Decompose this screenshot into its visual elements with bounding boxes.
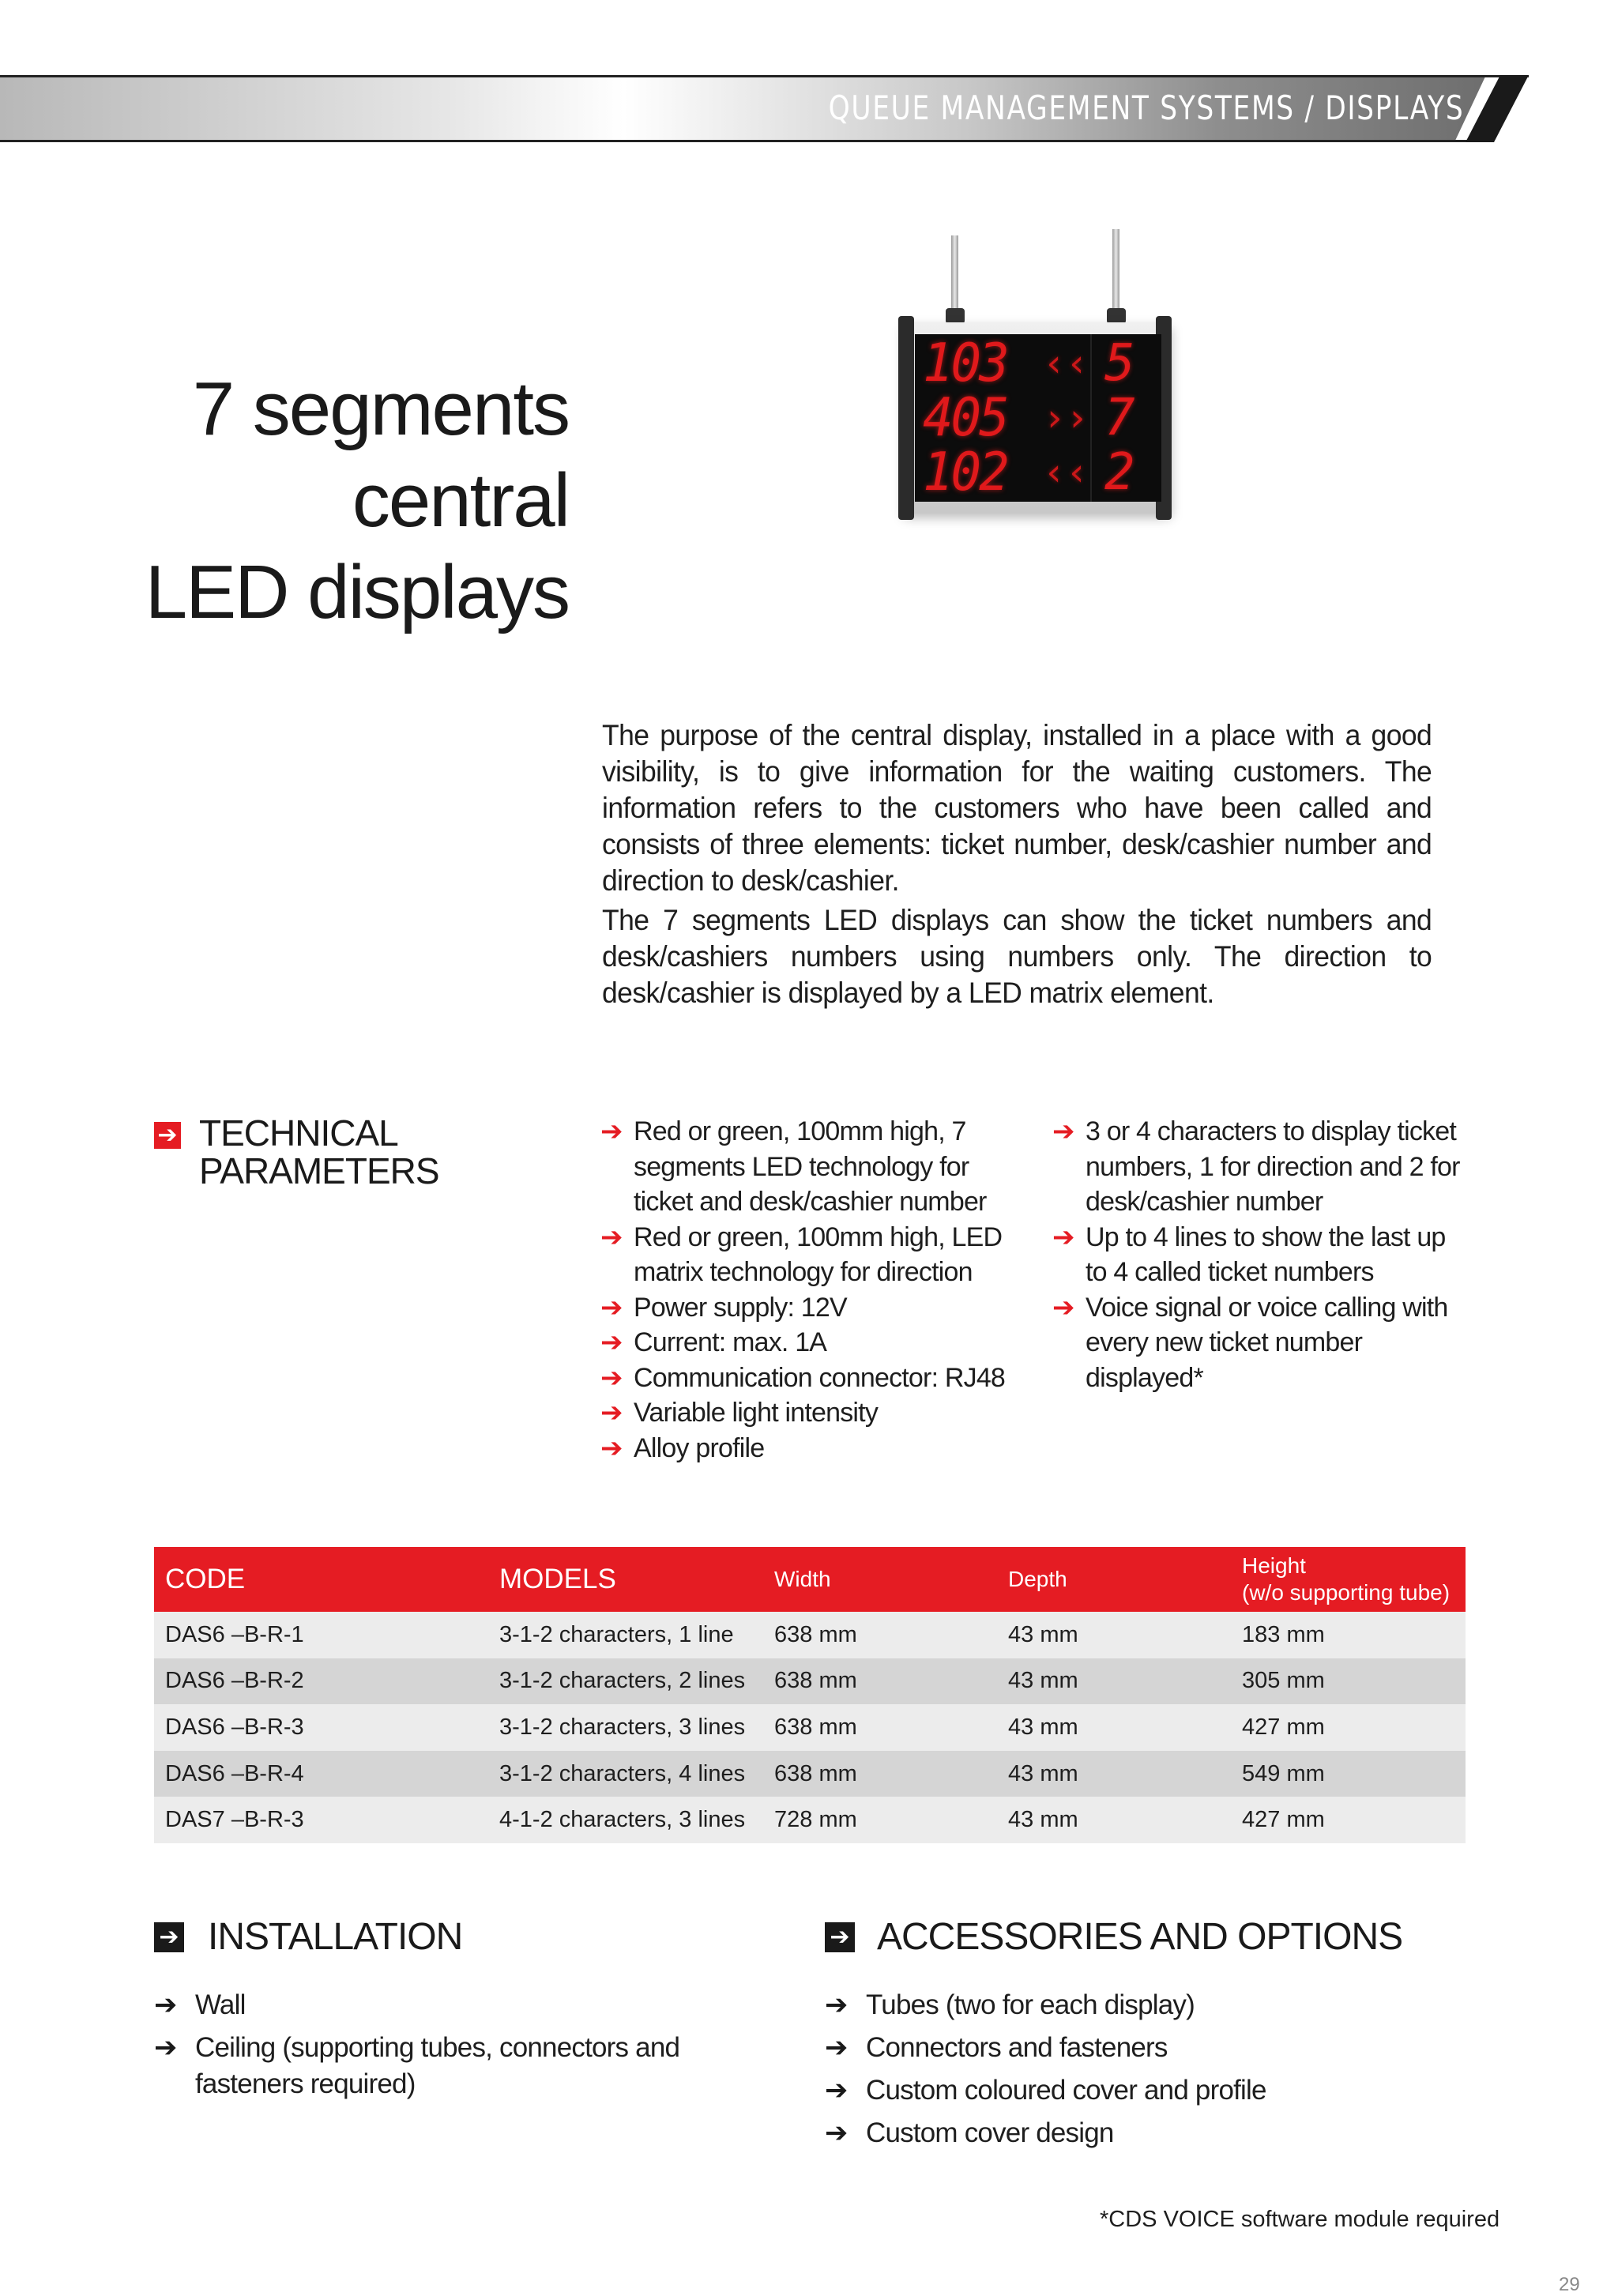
list-item-text: Custom cover design: [866, 2117, 1114, 2148]
table-row: [154, 1658, 1466, 1705]
list-item: [600, 1114, 1011, 1220]
arrow-right-icon: ➔: [600, 1398, 623, 1428]
technical-parameters-heading: [199, 1114, 439, 1190]
table-header-row: [154, 1547, 1466, 1612]
list-item-text: Tubes (two for each display): [866, 1989, 1195, 2020]
list-item: [1052, 1114, 1471, 1220]
led-direction-arrow: ‹‹: [1043, 450, 1089, 495]
intro-paragraph-2: The 7 segments LED displays can show the ticket numbers and desk/cashiers numbers using numbers only. The direction to desk/cashier is displayed by a LED matrix element.: [602, 904, 1432, 1009]
led-ticket-number: 405: [923, 387, 1007, 449]
column-header-depth: Depth: [997, 1547, 1231, 1612]
cell-depth: 43 mm: [997, 1797, 1231, 1843]
cell-depth: 43 mm: [997, 1612, 1231, 1658]
arrow-right-icon: ➔: [154, 1122, 181, 1149]
arrow-right-icon: ➔: [825, 2075, 848, 2106]
column-header-code: CODE: [154, 1547, 488, 1612]
arrow-right-icon: ➔: [825, 2117, 848, 2148]
arrow-right-icon: ➔: [600, 1327, 623, 1357]
list-item: [600, 1395, 1011, 1431]
cell-height: 183 mm: [1231, 1612, 1466, 1658]
cell-height: 427 mm: [1231, 1704, 1466, 1751]
led-row: [915, 442, 1161, 503]
cell-depth: 43 mm: [997, 1704, 1231, 1751]
height-header-note: (w/o supporting tube): [1242, 1580, 1451, 1605]
product-title: [145, 363, 569, 638]
list-item-text: Up to 4 lines to show the last up to 4 called ticket numbers: [1086, 1221, 1446, 1287]
list-item: [154, 2030, 770, 2102]
list-item: [600, 1325, 1011, 1361]
header-rule-bottom: [0, 140, 1481, 142]
header-title: QUEUE MANAGEMENT SYSTEMS / DISPLAYS: [828, 88, 1464, 127]
footnote: *CDS VOICE software module required: [1100, 2207, 1500, 2232]
led-ticket-number: 102: [923, 442, 1007, 503]
led-desk-number: 7: [1104, 389, 1135, 447]
list-item: [600, 1220, 1011, 1290]
cell-code: DAS6 –B-R-1: [154, 1612, 488, 1658]
arrow-right-icon: ➔: [154, 2032, 177, 2063]
technical-list-left: [600, 1114, 1011, 1466]
led-display-screen: [915, 334, 1161, 502]
cell-code: DAS7 –B-R-3: [154, 1797, 488, 1843]
cell-model: 3-1-2 characters, 3 lines: [488, 1704, 763, 1751]
list-item-text: 3 or 4 characters to display ticket numbers, 1 for direction and 2 for desk/cashier number: [1086, 1116, 1460, 1217]
cell-code: DAS6 –B-R-4: [154, 1751, 488, 1797]
accessories-list: [825, 1987, 1457, 2158]
boxed-arrow-icon: ➔: [154, 1922, 184, 1952]
list-item-text: Variable light intensity: [634, 1398, 879, 1428]
connector-left: [946, 308, 965, 324]
list-item: [1052, 1220, 1471, 1290]
list-item-text: Ceiling (supporting tubes, connectors and fasteners required): [195, 2032, 680, 2099]
arrow-right-icon: ➔: [600, 1362, 623, 1393]
list-item-text: Custom coloured cover and profile: [866, 2075, 1266, 2106]
cell-height: 549 mm: [1231, 1751, 1466, 1797]
product-title-line-3: LED displays: [145, 550, 569, 634]
cell-height: 305 mm: [1231, 1658, 1466, 1705]
list-item: [600, 1290, 1011, 1326]
table-row: [154, 1704, 1466, 1751]
column-header-width: Width: [763, 1547, 997, 1612]
cell-depth: 43 mm: [997, 1658, 1231, 1705]
list-item-text: Alloy profile: [634, 1432, 765, 1463]
arrow-right-icon: ➔: [154, 1989, 177, 2020]
list-item-text: Red or green, 100mm high, 7 segments LED technology for ticket and desk/cashier number: [634, 1116, 987, 1217]
led-desk-number: 2: [1104, 443, 1135, 502]
cell-width: 638 mm: [763, 1612, 997, 1658]
list-item-text: Current: max. 1A: [634, 1327, 827, 1357]
list-item-text: Power supply: 12V: [634, 1292, 847, 1323]
led-desk-number: 5: [1104, 334, 1135, 393]
list-item: [154, 1987, 770, 2023]
list-item-text: Wall: [195, 1989, 246, 2020]
column-header-height: [1231, 1547, 1466, 1612]
heading-line-2: PARAMETERS: [199, 1150, 439, 1191]
cell-width: 638 mm: [763, 1704, 997, 1751]
cell-depth: 43 mm: [997, 1751, 1231, 1797]
boxed-arrow-icon: ➔: [825, 1922, 855, 1952]
cell-model: 4-1-2 characters, 3 lines: [488, 1797, 763, 1843]
table-row: [154, 1797, 1466, 1843]
led-row: [915, 387, 1161, 449]
arrow-right-icon: ➔: [1052, 1116, 1074, 1146]
arrow-right-icon: ➔: [600, 1432, 623, 1463]
accessories-heading: ACCESSORIES AND OPTIONS: [877, 1916, 1403, 1958]
cell-height: 427 mm: [1231, 1797, 1466, 1843]
arrow-right-icon: ➔: [1052, 1221, 1074, 1252]
arrow-right-icon: ➔: [1052, 1292, 1074, 1323]
intro-paragraph-1: The purpose of the central display, installed in a place with a good visibility, is to give information for the waiting customers. The information refers to the customers who have been called and consists of three elements: ticket number, desk/cashier number and direction to desk/cashier.: [602, 719, 1432, 897]
led-row: [915, 333, 1161, 394]
column-header-models: MODELS: [488, 1547, 763, 1612]
arrow-right-icon: ➔: [825, 2032, 848, 2063]
product-title-line-1: 7 segments: [192, 367, 569, 451]
display-end-cap-left: [898, 316, 914, 520]
list-item-text: Red or green, 100mm high, LED matrix technology for direction: [634, 1221, 1003, 1287]
list-item: [600, 1361, 1011, 1396]
list-item-text: Connectors and fasteners: [866, 2032, 1168, 2063]
list-item-text: Communication connector: RJ48: [634, 1362, 1006, 1393]
table-row: [154, 1751, 1466, 1797]
cell-model: 3-1-2 characters, 2 lines: [488, 1658, 763, 1705]
connector-right: [1107, 308, 1126, 324]
table-row: [154, 1612, 1466, 1658]
arrow-right-icon: ➔: [825, 1989, 848, 2020]
heading-line-1: TECHNICAL: [199, 1112, 398, 1154]
arrow-right-icon: ➔: [600, 1116, 623, 1146]
cell-width: 728 mm: [763, 1797, 997, 1843]
header-rule-top: [0, 75, 1529, 77]
list-item: [825, 1987, 1457, 2023]
cell-code: DAS6 –B-R-2: [154, 1658, 488, 1705]
installation-list: [154, 1987, 770, 2109]
page-number: 29: [1559, 2274, 1580, 2295]
cell-model: 3-1-2 characters, 4 lines: [488, 1751, 763, 1797]
list-item: [600, 1431, 1011, 1466]
list-item: [825, 2072, 1457, 2109]
list-item: [1052, 1290, 1471, 1396]
list-item: [825, 2115, 1457, 2151]
led-direction-arrow: ‹‹: [1043, 341, 1089, 386]
installation-heading: INSTALLATION: [208, 1916, 463, 1958]
led-ticket-number: 103: [923, 333, 1007, 394]
cell-width: 638 mm: [763, 1658, 997, 1705]
list-item: [825, 2030, 1457, 2066]
arrow-right-icon: ➔: [600, 1292, 623, 1323]
led-direction-arrow: ››: [1043, 396, 1089, 440]
arrow-right-icon: ➔: [600, 1221, 623, 1252]
models-table: [154, 1547, 1466, 1843]
list-item-text: Voice signal or voice calling with every new ticket number displayed*: [1086, 1292, 1448, 1393]
cell-width: 638 mm: [763, 1751, 997, 1797]
product-title-line-2: central: [352, 458, 569, 543]
cell-model: 3-1-2 characters, 1 line: [488, 1612, 763, 1658]
height-header-label: Height: [1242, 1553, 1306, 1578]
cell-code: DAS6 –B-R-3: [154, 1704, 488, 1751]
technical-list-right: [1052, 1114, 1471, 1395]
